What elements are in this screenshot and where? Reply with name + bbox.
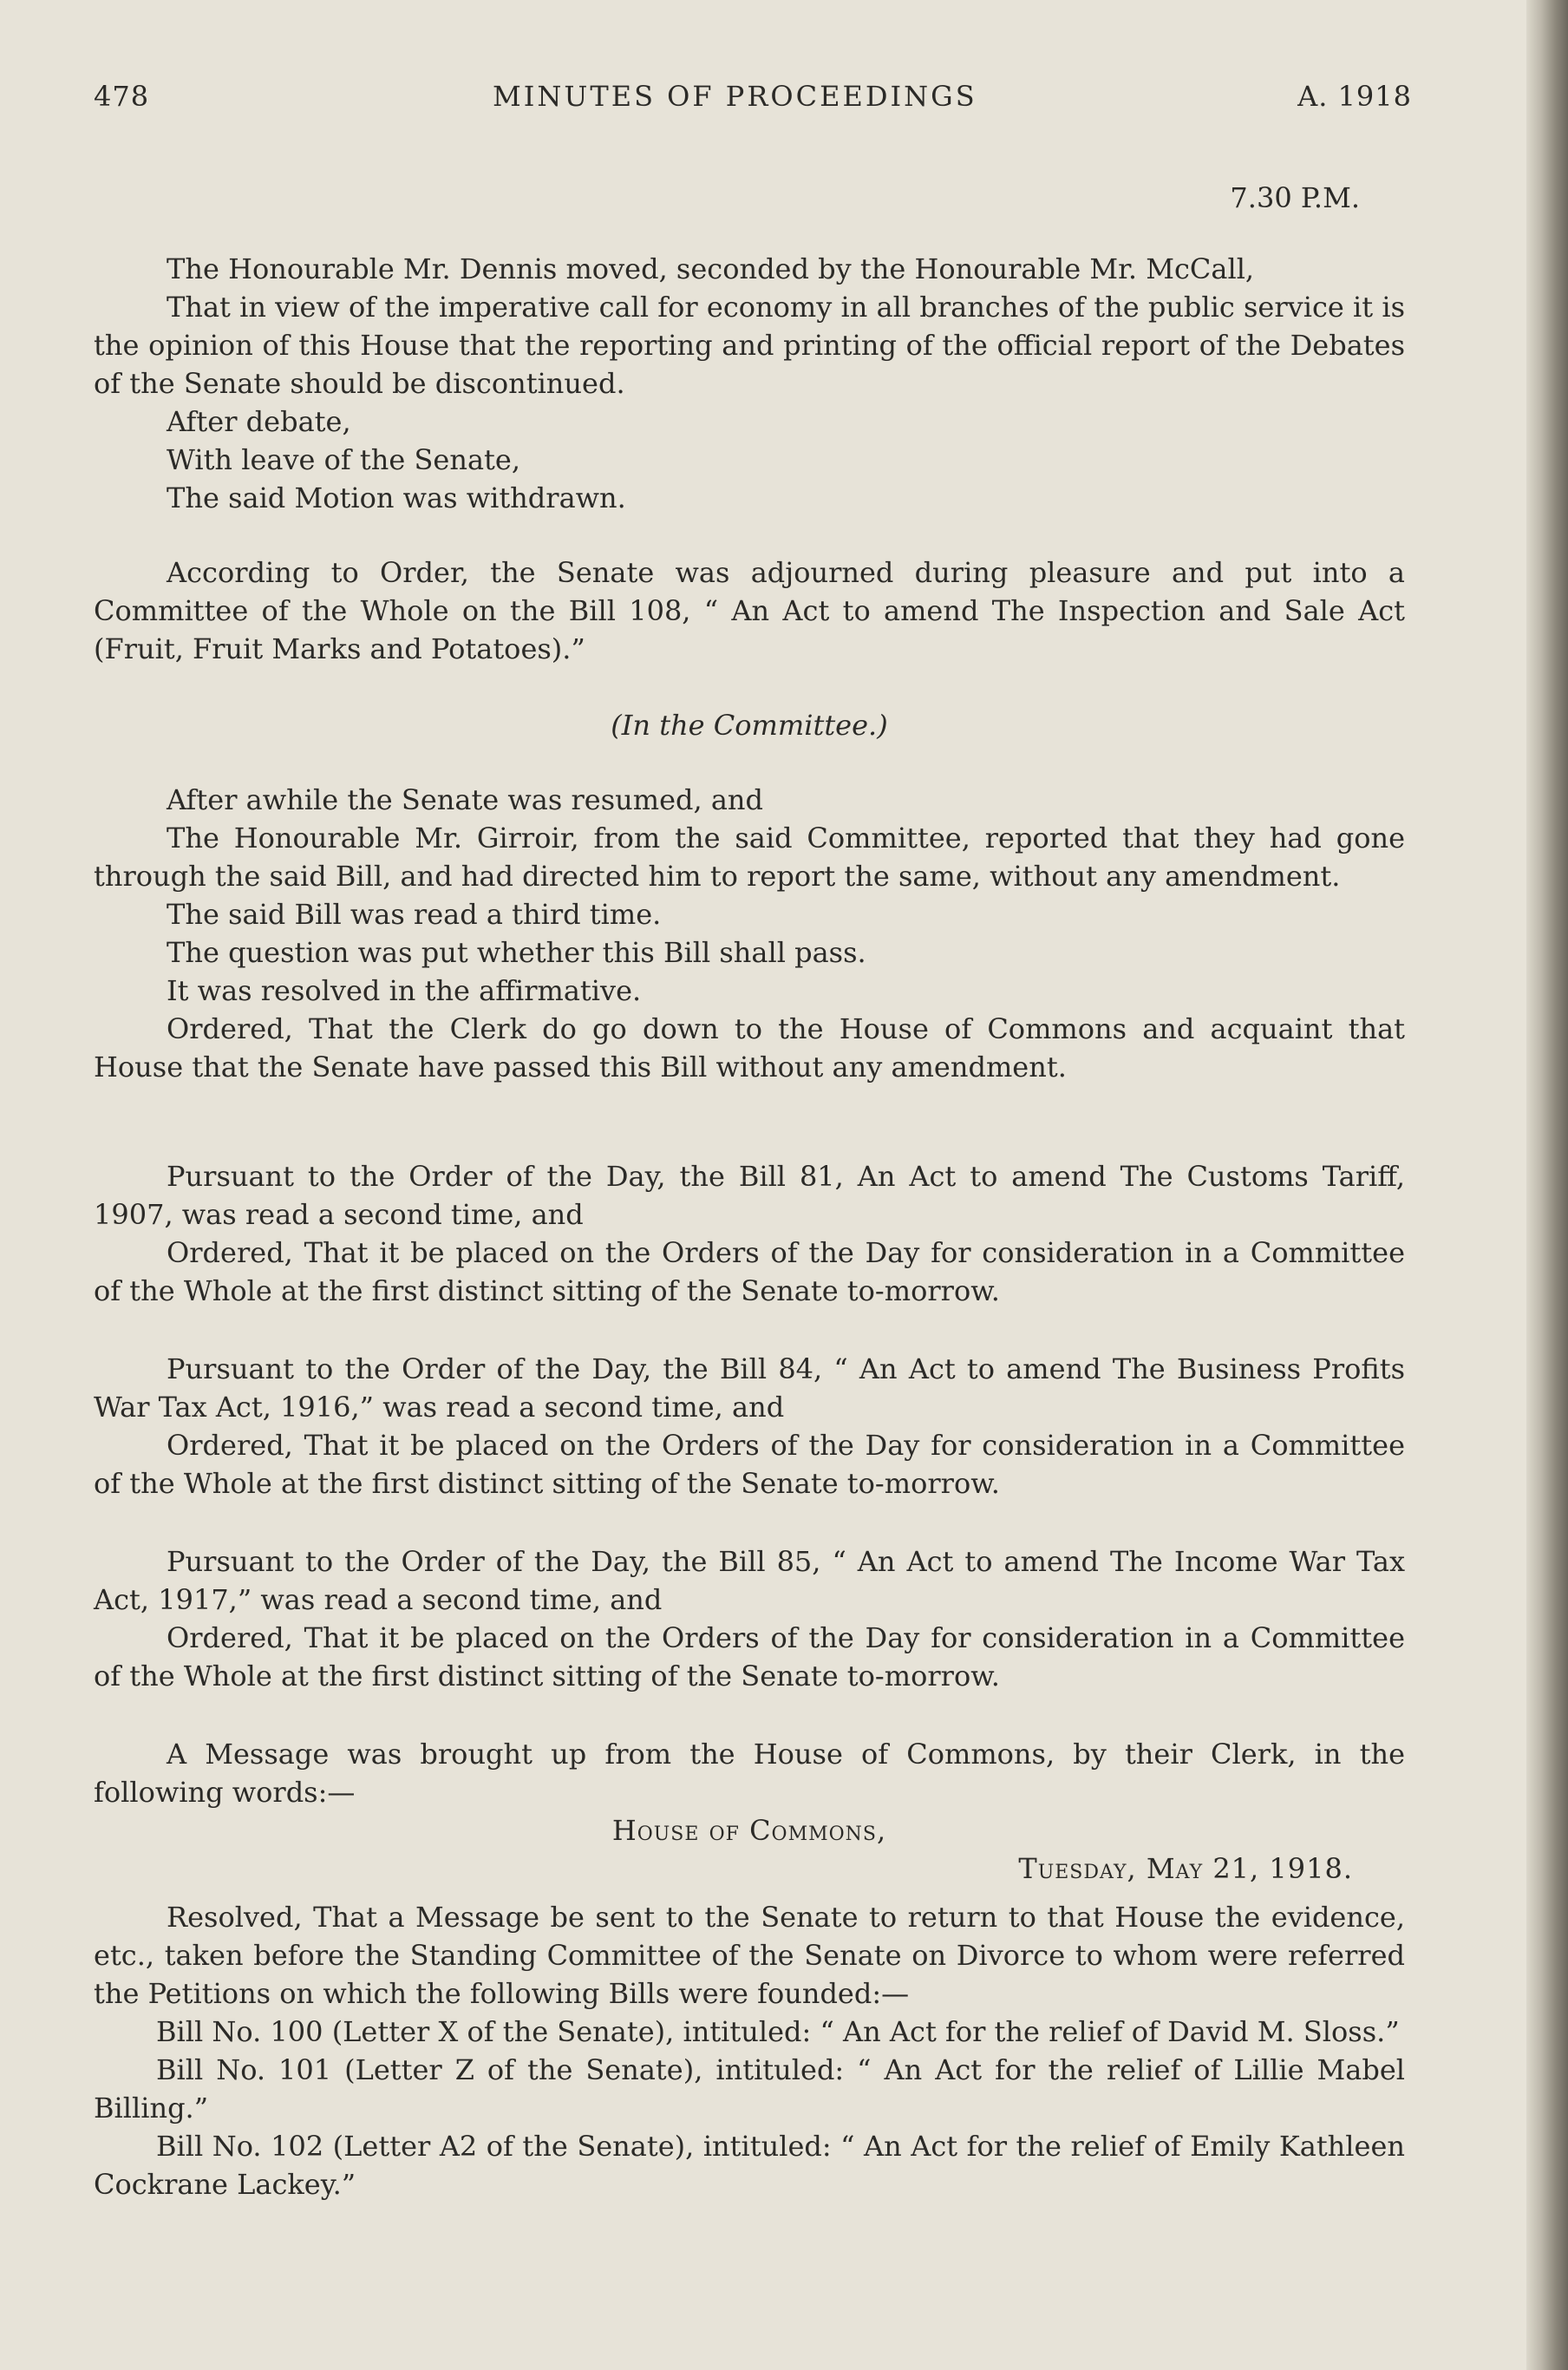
bill-item: Bill No. 102 (Letter A2 of the Senate), intituled: “ An Act for the relief of Emily Kathleen Cockrane Lackey.” [94, 2130, 1405, 2201]
message-heading: House of Commons, [611, 1814, 887, 1847]
paragraph: Ordered, That the Clerk do go down to the House of Commons and acquaint that House that the Senate have passed this Bill without any amendment. [94, 1012, 1405, 1084]
bill-item: Bill No. 101 (Letter Z of the Senate), intituled: “ An Act for the relief of Lillie Mabel Billing.” [94, 2053, 1405, 2124]
paragraph: A Message was brought up from the House of Commons, by their Clerk, in the following words:— [94, 1738, 1405, 1809]
paragraph: Pursuant to the Order of the Day, the Bill 85, “ An Act to amend The Income War Tax Act, 1917,” was read a second time, and [94, 1545, 1405, 1616]
paragraph: That in view of the imperative call for economy in all branches of the public service it is the opinion of this House that the reporting and printing of the official report of the Debates of the Senate should be discontinued. [94, 291, 1405, 400]
page-header [94, 80, 1412, 121]
bill-item: Bill No. 100 (Letter X of the Senate), intituled: “ An Act for the relief of David M. Sloss.” [156, 2015, 1400, 2048]
paragraph: The question was put whether this Bill shall pass. [167, 936, 866, 969]
message-body: Resolved, That a Message be sent to the Senate to return to that House the evidence, etc., taken before the Standing Committee of the Senate on Divorce to whom were referred the Petitions on which the following Bills were founded:— [94, 1901, 1405, 2010]
committee-order-section [94, 553, 1405, 668]
session-year: A. 1918 [1297, 80, 1412, 113]
page-number: 478 [94, 80, 150, 113]
committee-label [94, 706, 1405, 744]
paragraph: It was resolved in the affirmative. [167, 974, 642, 1007]
book-binding-edge [1526, 0, 1568, 2370]
paragraph: According to Order, the Senate was adjourned during pleasure and put into a Committee of the Whole on the Bill 108, “ An Act to amend The Inspection and Sale Act (Fruit, Fruit Marks and Potatoes).” [94, 556, 1405, 665]
paragraph: After awhile the Senate was resumed, and [167, 783, 764, 816]
paragraph: With leave of the Senate, [167, 443, 521, 476]
paragraph: Pursuant to the Order of the Day, the Bill 81, An Act to amend The Customs Tariff, 1907, was read a second time, and [94, 1160, 1405, 1231]
bill-81-section [94, 1157, 1405, 1310]
paragraph: Ordered, That it be placed on the Orders of the Day for consideration in a Committee of the Whole at the first distinct sitting of the Senate to-morrow. [94, 1236, 1405, 1307]
message-section [94, 1735, 1405, 2203]
paragraph: Pursuant to the Order of the Day, the Bill 84, “ An Act to amend The Business Profits War Tax Act, 1916,” was read a second time, and [94, 1352, 1405, 1424]
bill-84-section [94, 1350, 1405, 1503]
paragraph: Ordered, That it be placed on the Orders of the Day for consideration in a Committee of the Whole at the first distinct sitting of the Senate to-morrow. [94, 1429, 1405, 1500]
paragraph: After debate, [167, 405, 351, 438]
committee-label-text: (In the Committee.) [611, 709, 888, 742]
motion-section [94, 250, 1405, 517]
message-date: Tuesday, May 21, 1918. [1018, 1852, 1353, 1885]
paragraph: The Honourable Mr. Girroir, from the said Committee, reported that they had gone through the said Bill, and had directed him to report the same, without any amendment. [94, 822, 1405, 893]
bill-85-section [94, 1542, 1405, 1695]
paragraph: Ordered, That it be placed on the Orders of the Day for consideration in a Committee of the Whole at the first distinct sitting of the Senate to-morrow. [94, 1621, 1405, 1692]
time-text: 7.30 P.M. [1230, 181, 1360, 214]
paragraph: The Honourable Mr. Dennis moved, seconded by the Honourable Mr. McCall, [167, 252, 1255, 285]
time-stamp [94, 179, 1405, 217]
paragraph: The said Bill was read a third time. [167, 898, 662, 931]
committee-report-section [94, 781, 1405, 1086]
paragraph: The said Motion was withdrawn. [167, 481, 626, 514]
running-title: MINUTES OF PROCEEDINGS [493, 80, 977, 113]
